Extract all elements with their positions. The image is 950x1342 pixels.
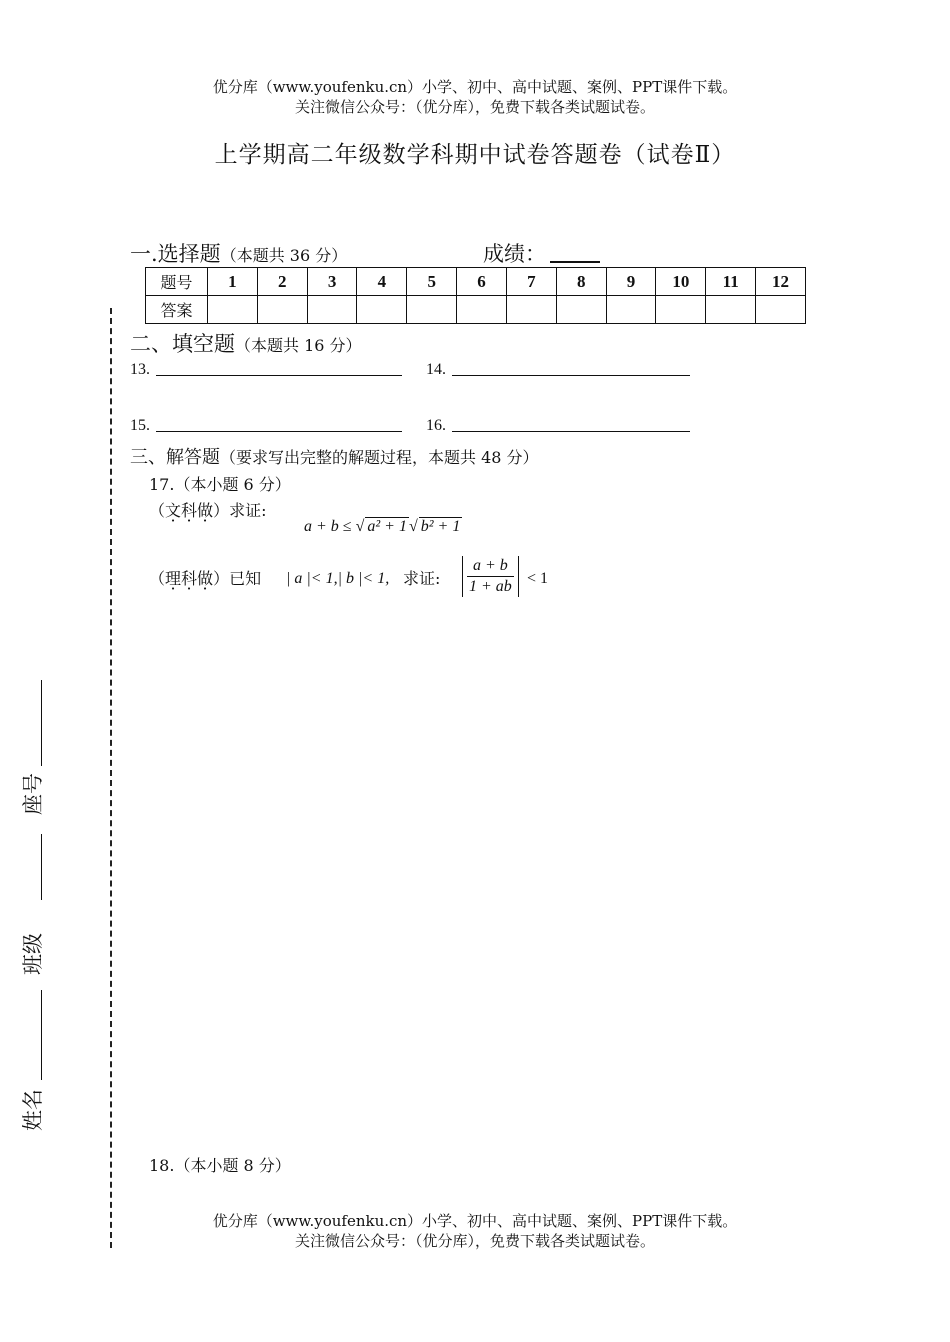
table-number-cell: 2 xyxy=(257,268,307,296)
q17-li-close: ）已知 xyxy=(213,569,262,588)
table-number-cell: 4 xyxy=(357,268,407,296)
blank-14-label: 14. xyxy=(426,361,446,378)
table-header-answer: 答案 xyxy=(146,296,208,324)
q17-wen-root1: a² + 1 xyxy=(367,518,407,535)
q17-li xyxy=(149,566,261,589)
answer-cell[interactable] xyxy=(257,296,307,324)
answer-cell[interactable] xyxy=(706,296,756,324)
q17-li-prove: 求证: xyxy=(403,569,441,588)
blank-13-line[interactable] xyxy=(156,361,402,376)
answer-cell[interactable] xyxy=(606,296,656,324)
section2-note: （本题共 16 分） xyxy=(235,336,362,355)
table-number-cell: 8 xyxy=(556,268,606,296)
page-title: 上学期高二年级数学科期中试卷答题卷（试卷Ⅱ） xyxy=(214,142,736,168)
answer-cell[interactable] xyxy=(407,296,457,324)
promo-line-bottom-1: 优分库（www.youfenku.cn）小学、初中、高中试题、案例、PPT课件下载。 xyxy=(212,1212,738,1230)
section2-heading xyxy=(130,328,362,358)
blank-14-line[interactable] xyxy=(452,361,690,376)
section3-note: （要求写出完整的解题过程，本题共 48 分） xyxy=(220,448,539,467)
answer-cell[interactable] xyxy=(756,296,806,324)
q17-wen-root2: b² + 1 xyxy=(420,518,461,535)
table-number-cell: 10 xyxy=(656,268,706,296)
blank-15-line[interactable] xyxy=(156,417,402,432)
answer-cell[interactable] xyxy=(208,296,258,324)
table-number-cell: 5 xyxy=(407,268,457,296)
score-label: 成绩： xyxy=(483,242,546,266)
seat-label: 座号 xyxy=(21,773,45,815)
q17-li-label: 理科做 xyxy=(165,569,214,588)
section1-note: （本题共 36 分） xyxy=(220,246,348,265)
blank-16-line[interactable] xyxy=(452,417,690,432)
blank-15 xyxy=(130,417,402,435)
q17-li-open: （ xyxy=(149,569,166,588)
table-header-number: 题号 xyxy=(146,268,208,296)
blank-14 xyxy=(426,361,690,379)
score-field xyxy=(483,238,600,268)
q17-li-rhs: < 1 xyxy=(527,570,549,587)
answer-cell[interactable] xyxy=(506,296,556,324)
answer-cell[interactable] xyxy=(457,296,507,324)
answer-table-row-numbers xyxy=(146,268,806,296)
promo-line-top-2: 关注微信公众号：（优分库），免费下载各类试题试卷。 xyxy=(294,98,655,116)
answer-cell[interactable] xyxy=(556,296,606,324)
q17-wen xyxy=(149,498,266,521)
q17-wen-lhs: a + b ≤ xyxy=(304,518,352,535)
table-number-cell: 11 xyxy=(706,268,756,296)
blank-16-label: 16. xyxy=(426,417,446,434)
blank-15-label: 15. xyxy=(130,417,150,434)
section3-heading xyxy=(130,443,539,469)
q17-wen-formula: a + b ≤ √ a² + 1 √ b² + 1 xyxy=(304,518,461,535)
score-blank[interactable] xyxy=(550,241,600,263)
q17-wen-open: （ xyxy=(149,501,166,520)
q17-li-frac-num: a + b xyxy=(467,556,514,577)
q17-li-frac-den: 1 + ab xyxy=(469,578,512,595)
blank-13 xyxy=(130,361,402,379)
class-line[interactable] xyxy=(41,990,42,1080)
seat-line[interactable] xyxy=(41,680,42,766)
answer-table-row-answers xyxy=(146,296,806,324)
q17-li-condition: | a |< 1,| b |< 1, xyxy=(286,570,390,587)
table-number-cell: 1 xyxy=(208,268,258,296)
blank-16 xyxy=(426,417,690,435)
table-number-cell: 12 xyxy=(756,268,806,296)
class-label: 班级 xyxy=(21,933,45,975)
class-line-top xyxy=(41,834,42,900)
table-number-cell: 9 xyxy=(606,268,656,296)
q17-wen-close: ）求证: xyxy=(213,501,267,520)
section1-label: 一.选择题 xyxy=(130,242,221,266)
answer-table xyxy=(145,267,806,324)
table-number-cell: 3 xyxy=(307,268,357,296)
q17-heading: 17.（本小题 6 分） xyxy=(149,475,291,494)
q17-li-fraction xyxy=(462,556,519,597)
q18-heading: 18.（本小题 8 分） xyxy=(149,1156,291,1175)
answer-cell[interactable] xyxy=(357,296,407,324)
table-number-cell: 6 xyxy=(457,268,507,296)
name-label: 姓名 xyxy=(21,1089,45,1131)
answer-cell[interactable] xyxy=(307,296,357,324)
binding-cut-line xyxy=(110,308,112,1248)
section1-heading xyxy=(130,238,347,268)
section3-label: 三、解答题 xyxy=(130,447,220,468)
promo-line-bottom-2: 关注微信公众号：（优分库），免费下载各类试题试卷。 xyxy=(294,1232,655,1250)
q17-wen-label: 文科做 xyxy=(165,501,214,520)
table-number-cell: 7 xyxy=(506,268,556,296)
blank-13-label: 13. xyxy=(130,361,150,378)
section2-label: 二、填空题 xyxy=(130,332,235,356)
answer-cell[interactable] xyxy=(656,296,706,324)
promo-line-top-1: 优分库（www.youfenku.cn）小学、初中、高中试题、案例、PPT课件下载。 xyxy=(212,78,738,96)
